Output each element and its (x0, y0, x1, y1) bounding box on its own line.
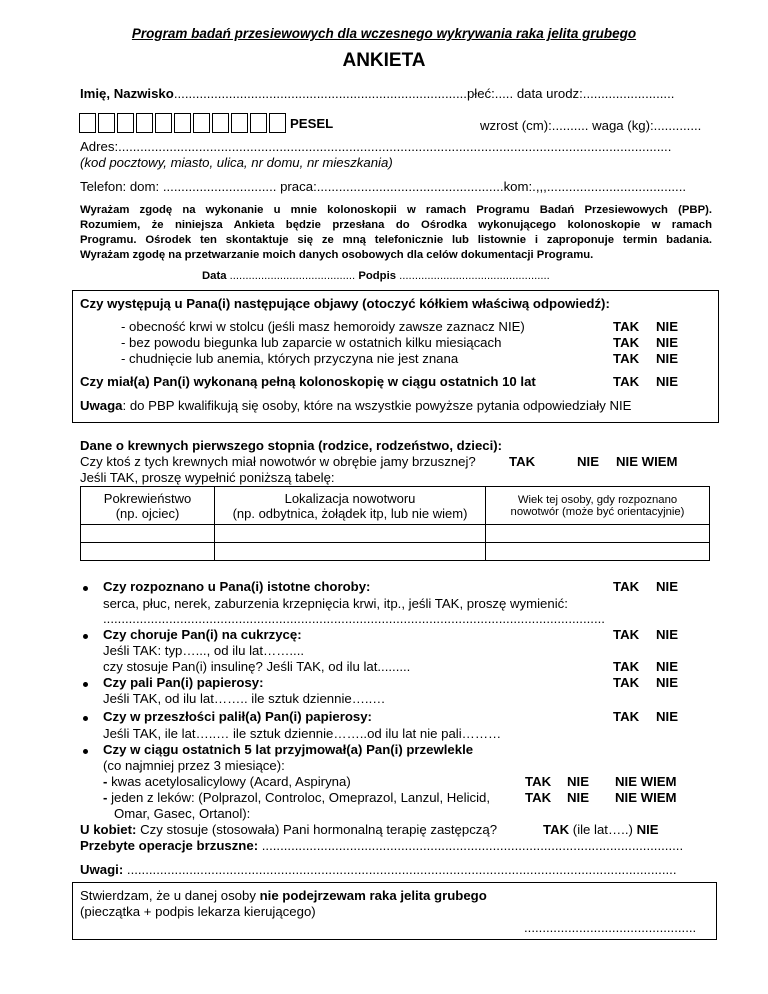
table-cell[interactable] (215, 525, 486, 543)
dash: - (103, 790, 108, 805)
pesel-digit-box[interactable] (250, 113, 267, 133)
bullet (83, 586, 88, 591)
symptom-item: - obecność krwi w stolcu (jeśli masz hemoroidy zawsze zaznacz NIE) (121, 319, 525, 334)
dash: - (103, 774, 108, 789)
ppi-yes-option[interactable]: TAK (525, 790, 552, 805)
drugs-subtext: (co najmniej przez 3 miesiące): (103, 758, 285, 773)
colonoscopy-question: Czy miał(a) Pan(i) wykonaną pełną kolonoskopię w ciągu ostatnich 10 lat (80, 374, 536, 389)
aspirin-no-option[interactable]: NIE (567, 774, 589, 789)
signature-field[interactable]: ................................................ (399, 270, 550, 282)
ppi-label: jeden z leków: (Polprazol, Controloc, Omeprazol, Lanzul, Helicid, (111, 790, 491, 805)
remarks-field[interactable]: ...................................................................................................................................................... (126, 862, 677, 877)
diabetes-yes-option[interactable]: TAK (613, 627, 640, 642)
table-cell[interactable] (486, 543, 710, 561)
symptom-no-option[interactable]: NIE (656, 335, 678, 350)
relatives-yes-option[interactable]: TAK (509, 454, 536, 469)
address-field[interactable]: Adres:....................................................................................................................................................... (80, 139, 672, 154)
birth-date-field[interactable]: data urodz:......................... (516, 86, 675, 101)
phone-row[interactable]: Telefon: dom: ............................... praca:...................................................kom:.,,,...................................... (80, 179, 687, 194)
statement-prefix: Stwierdzam, że u danej osoby (80, 888, 260, 903)
surgery-field[interactable]: ................................................................................................................... (261, 838, 684, 853)
pesel-digit-box[interactable] (117, 113, 134, 133)
symptoms-yes-column (613, 319, 639, 367)
pesel-field[interactable] (79, 113, 333, 133)
name-row[interactable] (80, 86, 674, 101)
colonoscopy-yes-option[interactable]: TAK (613, 374, 640, 389)
qualification-note (80, 398, 631, 413)
symptoms-question: Czy występują u Pana(i) następujące objawy (otoczyć kółkiem właściwą odpowiedź): (80, 296, 610, 311)
symptom-yes-option[interactable]: TAK (613, 319, 640, 334)
drugs-question: Czy w ciągu ostatnich 5 lat przyjmował(a) Pan(i) przewlekle (103, 742, 474, 757)
bullet (83, 716, 88, 721)
consent-line: Wyrażam zgodę na przetwarzanie moich danych osobowych dla celów dokumentacji Programu. (80, 249, 594, 261)
diseases-no-option[interactable]: NIE (656, 579, 678, 594)
relatives-dont-know-option[interactable]: NIE WIEM (616, 454, 678, 469)
colonoscopy-no-option[interactable]: NIE (656, 374, 678, 389)
relatives-table (80, 486, 710, 561)
table-cell[interactable] (215, 543, 486, 561)
hrt-answer (543, 822, 659, 837)
aspirin-label: kwas acetylosalicylowy (Acard, Aspiryna) (111, 774, 351, 789)
table-cell[interactable] (486, 525, 710, 543)
past-smoking-details[interactable]: Jeśli TAK, ile lat…..… ile sztuk dziennie……..od ilu lat nie pali……… (103, 726, 502, 741)
diseases-subtext: serca, płuc, nerek, zaburzenia krzepnięcia krwi, itp., jeśli TAK, proszę wymienić: (103, 596, 568, 611)
height-weight-row[interactable] (480, 118, 701, 133)
name-dots[interactable]: ................................................................................ (173, 86, 467, 101)
smoking-question: Czy pali Pan(i) papierosy: (103, 675, 264, 690)
insulin-question[interactable]: czy stosuje Pan(i) insulinę? Jeśli TAK, od ilu lat......... (103, 659, 411, 674)
table-row (81, 543, 710, 561)
remarks-row[interactable] (80, 862, 712, 877)
relatives-no-option[interactable]: NIE (577, 454, 599, 469)
consent-line: Programu. Ośrodek ten skontaktuje się ze mną telefonicznie lub listownie i zaproponuje termin badania. (80, 234, 712, 246)
date-label: Data (202, 270, 227, 282)
weight-field[interactable]: waga (kg):............. (592, 118, 702, 133)
hrt-question: Czy stosuje (stosowała) Pani hormonalną terapię zastępczą? (140, 822, 498, 837)
pesel-digit-box[interactable] (79, 113, 96, 133)
hrt-no-option[interactable]: NIE (636, 822, 659, 837)
past-smoking-yes-option[interactable]: TAK (613, 709, 640, 724)
bullet (83, 749, 88, 754)
insulin-no-option[interactable]: NIE (656, 659, 678, 674)
relatives-col-header: Lokalizacja nowotworu (np. odbytnica, żołądek itp, lub nie wiem) (215, 487, 486, 525)
signature-label: Podpis (358, 270, 396, 282)
pesel-digit-box[interactable] (269, 113, 286, 133)
smoking-no-option[interactable]: NIE (656, 675, 678, 690)
pesel-digit-box[interactable] (136, 113, 153, 133)
ppi-label-cont: Omar, Gasec, Ortanol): (114, 806, 251, 821)
stamp-hint: (pieczątka + podpis lekarza kierującego) (80, 904, 316, 919)
doctor-signature-field[interactable]: ............................................... (524, 920, 697, 935)
relatives-heading: Dane o krewnych pierwszego stopnia (rodzice, rodzeństwo, dzieci): (80, 438, 503, 453)
hrt-years-field[interactable]: (ile lat…..) (572, 822, 633, 837)
bullet (83, 634, 88, 639)
remarks-label: Uwagi: (80, 862, 124, 877)
statement-bold: nie podejrzewam raka jelita grubego (259, 888, 487, 903)
symptom-yes-option[interactable]: TAK (613, 351, 640, 366)
insulin-yes-option[interactable]: TAK (613, 659, 640, 674)
pesel-label: PESEL (290, 115, 334, 131)
height-field[interactable]: wzrost (cm):.......... (480, 118, 589, 133)
symptoms-no-column (656, 319, 678, 367)
pesel-digit-box[interactable] (174, 113, 191, 133)
relatives-col-header: Pokrewieństwo (np. ojciec) (81, 487, 215, 525)
table-row (81, 525, 710, 543)
smoking-details[interactable]: Jeśli TAK, od ilu lat…….. ile sztuk dziennie…..… (103, 691, 386, 706)
surgery-row[interactable] (80, 838, 712, 853)
hrt-yes-option[interactable]: TAK (543, 822, 570, 837)
ppi-row (103, 790, 490, 805)
diabetes-question: Czy choruje Pan(i) na cukrzycę: (103, 627, 302, 642)
form-title: ANKIETA (342, 50, 426, 71)
address-hint: (kod pocztowy, miasto, ulica, nr domu, nr mieszkania) (80, 155, 393, 170)
pesel-digit-box[interactable] (212, 113, 229, 133)
ppi-dont-know-option[interactable]: NIE WIEM (615, 790, 677, 805)
sex-field[interactable]: płeć:..... (466, 86, 514, 101)
hrt-row (80, 822, 497, 837)
consent-text (80, 203, 712, 263)
pesel-digit-box[interactable] (98, 113, 115, 133)
symptom-yes-option[interactable]: TAK (613, 335, 640, 350)
note-label: Uwaga (80, 398, 123, 413)
past-smoking-question: Czy w przeszłości palił(a) Pan(i) papierosy: (103, 709, 372, 724)
aspirin-row (103, 774, 351, 789)
symptom-item: - bez powodu biegunka lub zaparcie w ostatnich kilku miesiącach (121, 335, 502, 350)
consent-line: Wyrażam zgodę na wykonanie u mnie kolonoskopii w ramach Programu Badań Przesiewowych (PBP). (80, 204, 712, 216)
bullet (83, 682, 88, 687)
past-smoking-no-option[interactable]: NIE (656, 709, 678, 724)
doctor-statement (80, 888, 487, 903)
aspirin-yes-option[interactable]: TAK (525, 774, 552, 789)
symptoms-list (121, 319, 525, 367)
date-field[interactable]: ........................................ (229, 270, 356, 282)
date-signature-row[interactable] (202, 270, 550, 282)
symptom-no-option[interactable]: NIE (656, 319, 678, 334)
pesel-digit-box[interactable] (231, 113, 248, 133)
symptom-item: - chudnięcie lub anemia, których przyczyna nie jest znana (121, 351, 459, 366)
relatives-question: Czy ktoś z tych krewnych miał nowotwór w obrębie jamy brzusznej? (80, 454, 476, 469)
program-title: Program badań przesiewowych dla wczesnego wykrywania raka jelita grubego (131, 26, 637, 41)
diseases-question: Czy rozpoznano u Pana(i) istotne choroby: (103, 579, 371, 594)
pesel-digit-box[interactable] (193, 113, 210, 133)
consent-line: Rozumiem, że niniejsza Ankieta będzie przesłana do Ośrodka wykonującego kolonoskopie w ramach (80, 219, 712, 231)
name-label: Imię, Nazwisko (80, 86, 174, 101)
table-cell[interactable] (81, 543, 215, 561)
note-text: : do PBP kwalifikują się osoby, które na wszystkie powyższe pytania odpowiedziały NIE (122, 398, 632, 413)
relatives-col-header: Wiek tej osoby, gdy rozpoznano nowotwór (może być orientacyjnie) (486, 487, 710, 525)
table-cell[interactable] (81, 525, 215, 543)
diabetes-details[interactable]: Jeśli TAK: typ…..., od ilu lat…….... (103, 643, 305, 658)
symptom-no-option[interactable]: NIE (656, 351, 678, 366)
surgery-label: Przebyte operacje brzuszne: (80, 838, 259, 853)
diseases-field[interactable]: ......................................................................................................................................... (103, 611, 605, 626)
women-label: U kobiet: (80, 822, 137, 837)
diseases-yes-option[interactable]: TAK (613, 579, 640, 594)
smoking-yes-option[interactable]: TAK (613, 675, 640, 690)
diabetes-no-option[interactable]: NIE (656, 627, 678, 642)
pesel-digit-box[interactable] (155, 113, 172, 133)
relatives-table-instruction: Jeśli TAK, proszę wypełnić poniższą tabelę: (80, 470, 335, 485)
ppi-no-option[interactable]: NIE (567, 790, 589, 805)
pesel-boxes[interactable] (79, 114, 288, 129)
aspirin-dont-know-option[interactable]: NIE WIEM (615, 774, 677, 789)
